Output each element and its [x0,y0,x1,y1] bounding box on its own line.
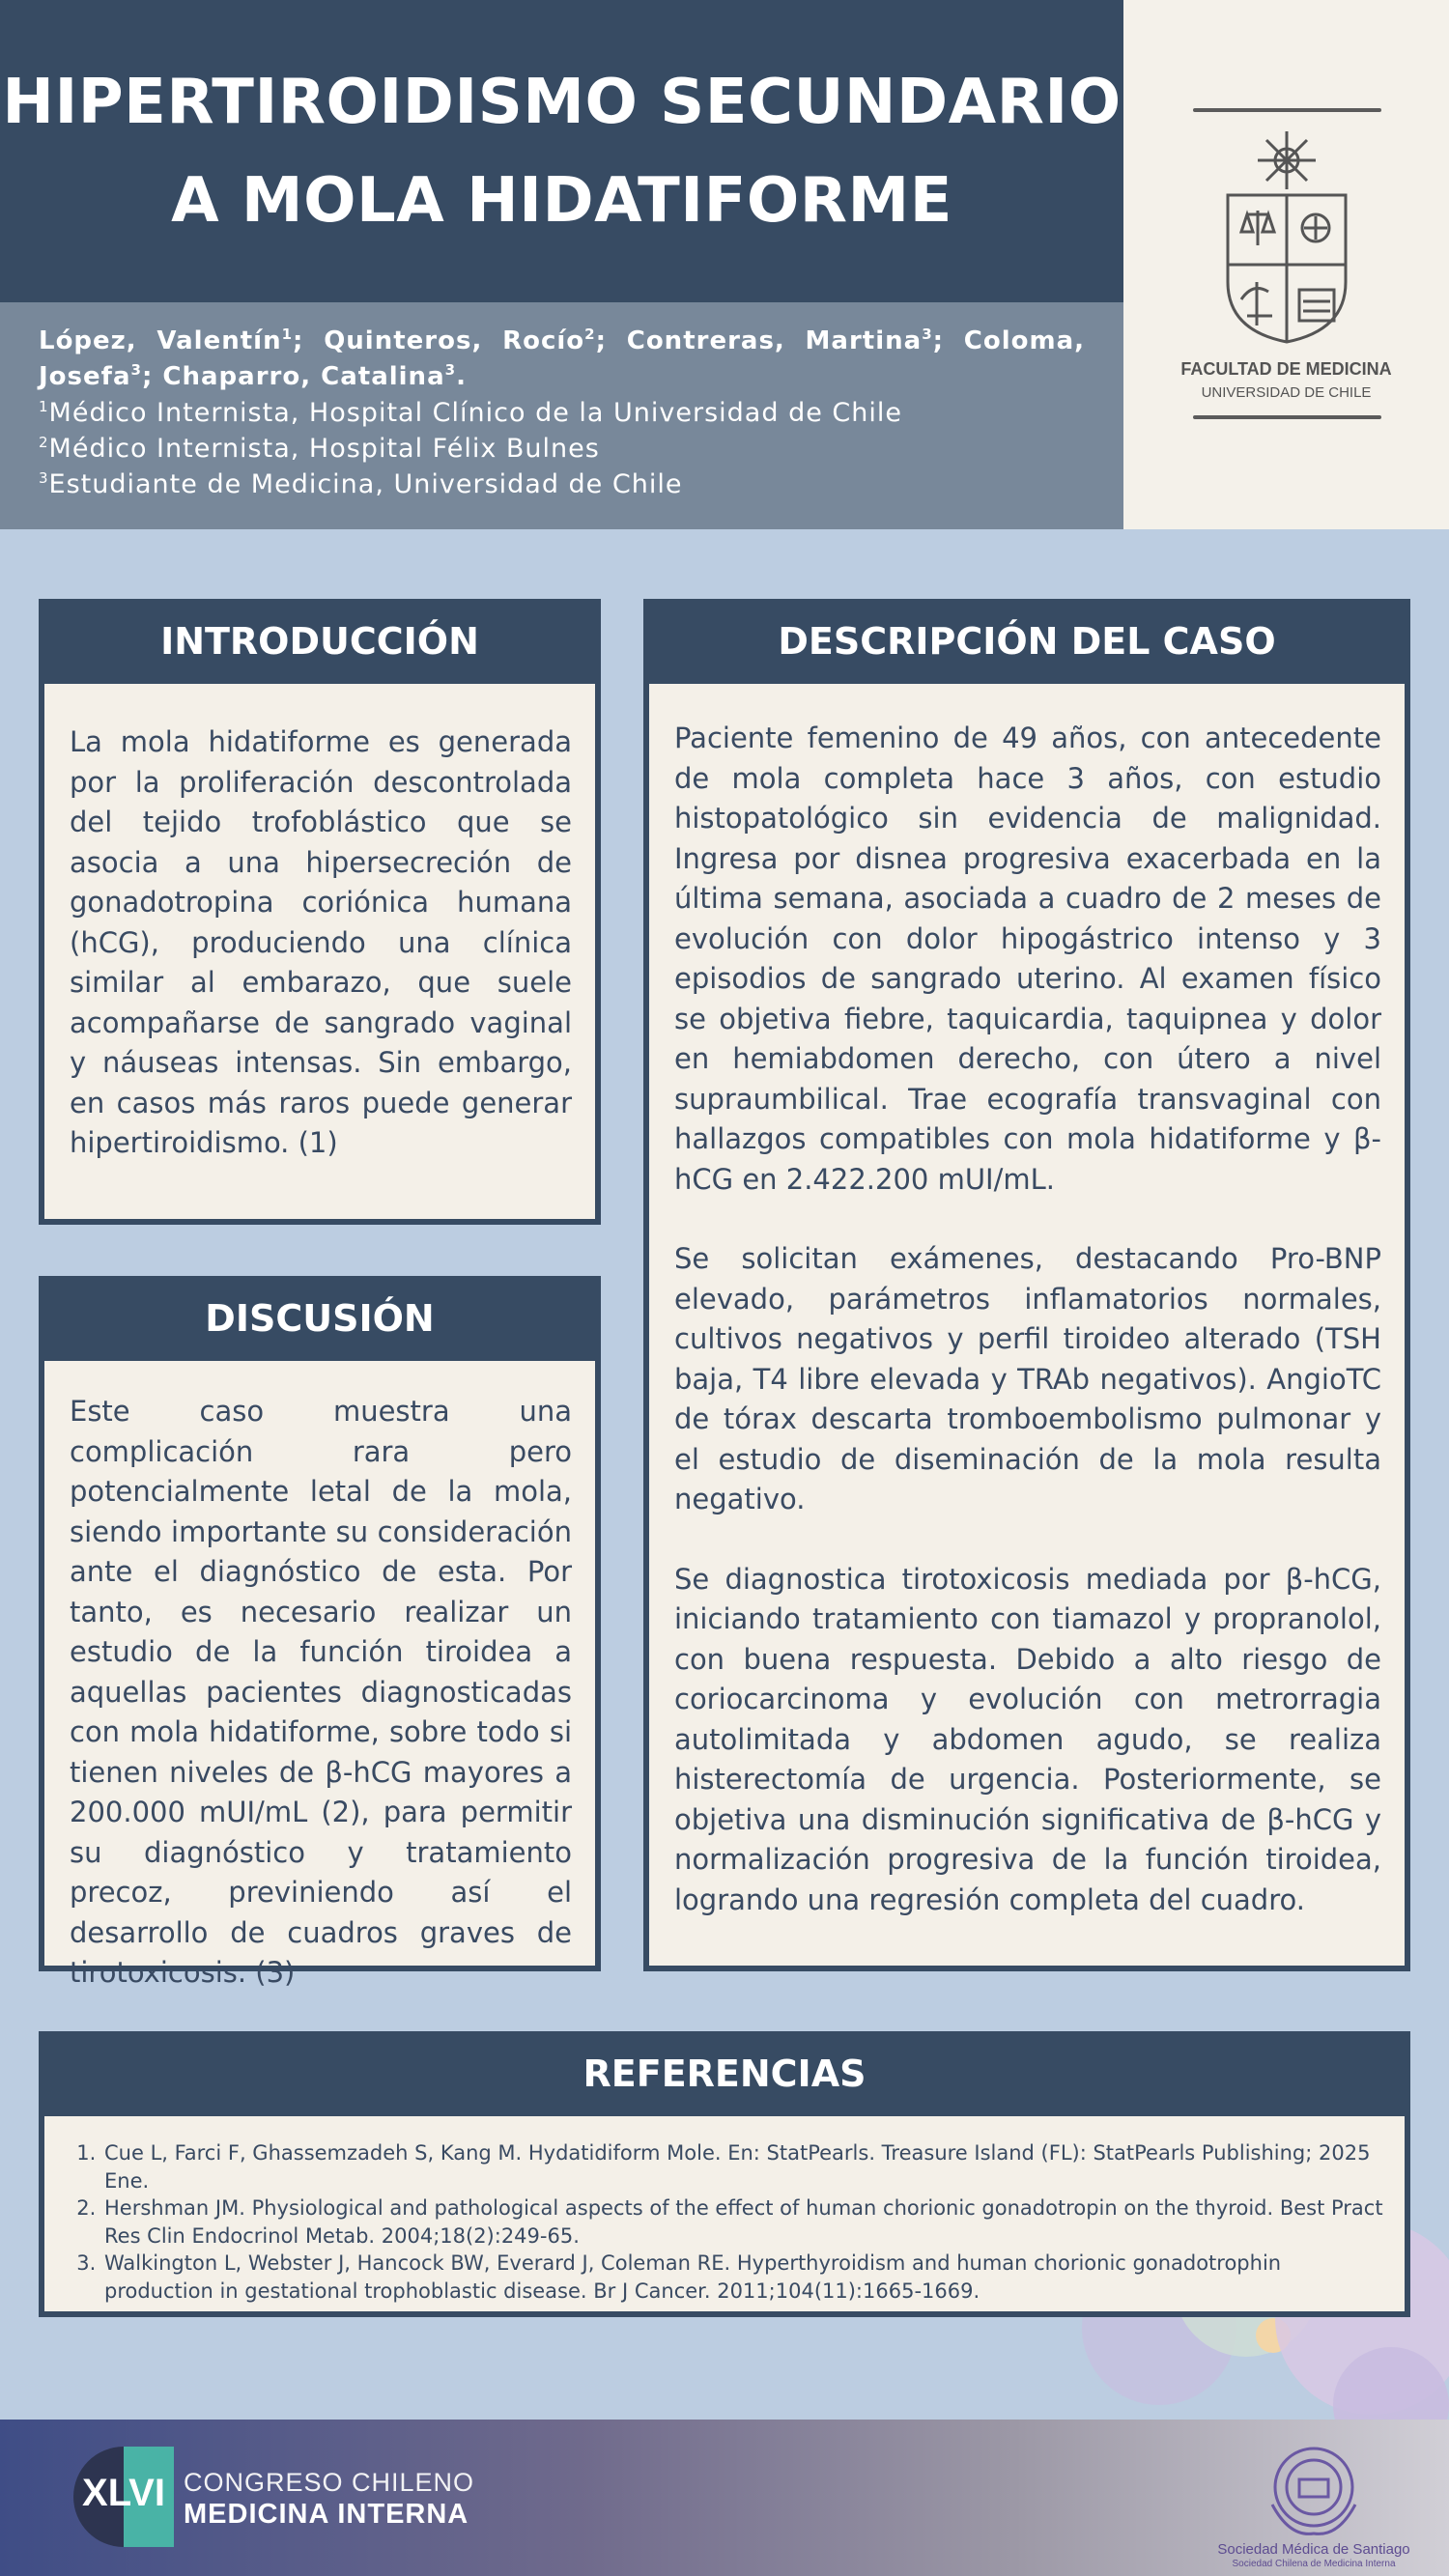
section-title: DISCUSIÓN [39,1276,601,1361]
section-title: DESCRIPCIÓN DEL CASO [643,599,1410,684]
author-name: López, Valentín [39,326,282,355]
paragraph: La mola hidatiforme es generada por la proliferación descontrolada del tejido trofoblástico que se asocia a una hipersecreción de gonadotropina coriónica humana (hCG), produciendo una clínica similar al embarazo, que suele acompañarse de sangrado vaginal y náuseas intensas. Sin embargo, en casos más raros puede generar hipertiroidismo. (1) [70,725,572,1159]
logo-divider [1193,415,1381,419]
congress-number: XLVI [82,2472,165,2514]
university-crest-icon [1218,127,1355,348]
society-subtitle: Sociedad Chilena de Medicina Interna [1232,2559,1396,2569]
affiliation-text: Estudiante de Medicina, Universidad de Chile [48,469,683,499]
case-description-section [643,599,1410,1971]
affiliation-mark: 2 [39,434,49,451]
poster-title-line-2: A MOLA HIDATIFORME [171,164,952,237]
author-affiliation-mark: 1 [281,326,294,343]
title-banner [0,0,1123,302]
references-list [68,2139,1385,2305]
paragraph: Este caso muestra una complicación rara pero potencialmente letal de la mola, siendo importante su consideración ante el diagnóstico de esta. Por tanto, es necesario realizar un estudio de la función tiroidea a aquellas pacientes diagnosticadas con mola hidatiforme, sobre todo si tienen niveles de β-hCG mayores a 200.000 mUI/mL (2), para permitir su diagnóstico y tratamiento precoz, previniendo así el desarrollo de cuadros graves de tirotoxicosis. (3) [70,1395,572,1989]
footer-banner [0,2420,1449,2576]
affiliation [39,467,1085,502]
references-list-container [39,2116,1410,2317]
society-seal-icon [1261,2437,1367,2541]
reference-item: 1. Cue L, Farci F, Ghassemzadeh S, Kang M. Hydatidiform Mole. En: StatPearls. Treasure Island (FL): StatPearls Publishing; 2025 Ene. [102,2139,1385,2194]
discussion-section [39,1276,601,1989]
author-affiliation-mark: 3 [444,361,457,379]
section-title: INTRODUCCIÓN [39,599,601,684]
references-section [39,2031,1410,2317]
faculty-name: FACULTAD DE MEDICINA [1180,359,1392,379]
reference-item: 3. Walkington L, Webster J, Hancock BW, Everard J, Coleman RE. Hyperthyroidism and human chorionic gonadotrophin production in gestational trophoblastic disease. Br J Cancer. 2011;104(11):1665-1669. [102,2250,1385,2305]
society-name: Sociedad Médica de Santiago [1217,2541,1410,2558]
paragraph: Paciente femenino de 49 años, con antecedente de mola completa hace 3 años, con estudio histopatológico sin evidencia de malignidad. Ingresa por disnea progresiva exacerbada en la última semana, asociada a cuadro de 2 meses de evolución con dolor hipogástrico intenso y 3 episodios de sangrado uterino. Al examen físico se objetiva fiebre, taquicardia, taquipnea y dolor en hemiabdomen derecho, con útero a nivel supraumbilical. Trae ecografía transvaginal con hallazgos compatibles con mola hidatiforme y β-hCG en 2.422.200 mUI/mL. [674,722,1381,1196]
author-name: Quinteros, Rocío [324,326,585,355]
affiliation [39,395,1085,431]
affiliation-text: Médico Internista, Hospital Clínico de la Universidad de Chile [48,398,902,428]
affiliation-mark: 3 [39,469,49,487]
affiliation-text: Médico Internista, Hospital Félix Bulnes [48,434,600,464]
author-list: López, Valentín$^1$; Quinteros, Rocío$^2$; Contreras, Martina$^3$; Coloma, Josefa$^3$; Chaparro, Catalina$^3$. [39,326,1086,391]
affiliation-mark: 1 [39,398,49,415]
author-name: Chaparro, Catalina [162,362,445,391]
section-body [39,1361,601,1989]
poster-title-line-1: HIPERTIROIDISMO SECUNDARIO [2,66,1122,138]
paragraph: Se diagnostica tirotoxicosis mediada por β-hCG, iniciando tratamiento con tiamazol y propranolol, con buena respuesta. Debido a alto riesgo de coriocarcinoma y evolución con metrorragia autolimitada y abdomen agudo, se realiza histerectomía de urgencia. Posteriormente, se objetiva una disminución significativa de β-hCG y normalización progresiva de la función tiroidea, logrando una regresión completa del cuadro. [674,1562,1381,1916]
author-name: Coloma, Josefa [39,326,1086,391]
reference-item: 2. Hershman JM. Physiological and pathological aspects of the effect of human chorionic gonadotropin on the thyroid. Best Pract Res Clin Endocrinol Metab. 2004;18(2):249-65. [102,2194,1385,2250]
congress-name-line-2: MEDICINA INTERNA [184,2499,469,2530]
section-body [643,684,1410,1971]
section-title: REFERENCIAS [39,2031,1410,2116]
affiliation [39,431,1085,467]
author-affiliation-mark: 3 [922,326,933,343]
introduction-section [39,599,601,1225]
author-affiliation-mark: 3 [130,361,142,379]
authors-banner [0,302,1123,529]
faculty-logo-panel [1123,0,1449,529]
university-name: UNIVERSIDAD DE CHILE [1201,384,1372,401]
logo-divider [1193,108,1381,112]
paragraph: Se solicitan exámenes, destacando Pro-BNP elevado, parámetros inflamatorios normales, cultivos negativos y perfil tiroideo alterado (TSH baja, T4 libre elevada y TRAb negativos). AngioTC de tórax descarta tromboembolismo pulmonar y el estudio de diseminación de la mola resulta negativo. [674,1242,1381,1515]
section-body [39,684,601,1225]
author-affiliation-mark: 2 [584,326,596,343]
congress-name-line-1: CONGRESO CHILENO [184,2468,475,2497]
author-name: Contreras, Martina [626,326,923,355]
